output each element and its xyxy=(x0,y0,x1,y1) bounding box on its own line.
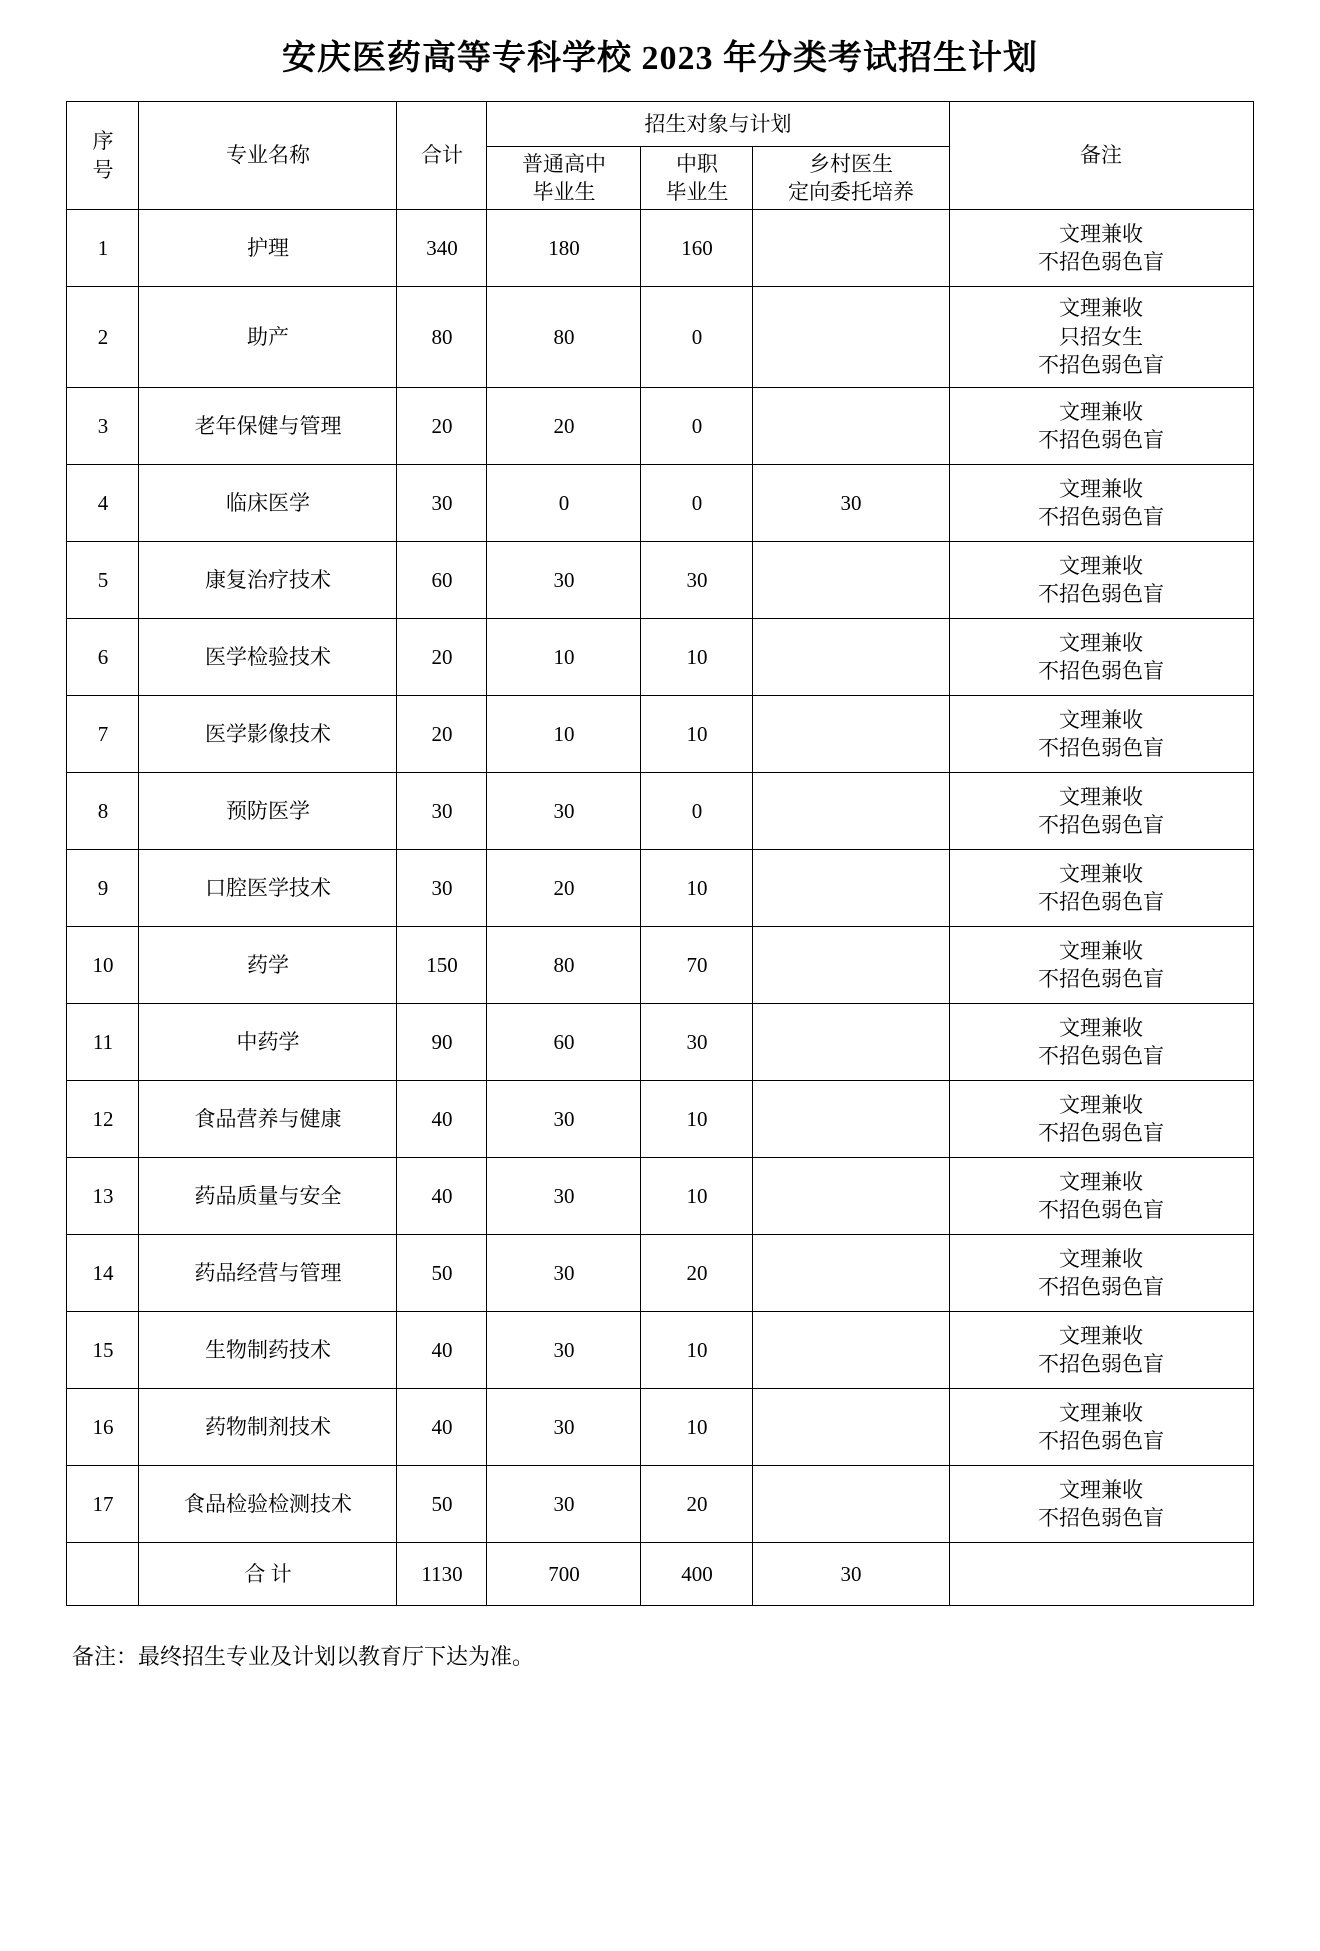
cell-total: 40 xyxy=(397,1158,487,1235)
cell-total: 80 xyxy=(397,287,487,388)
cell-index: 3 xyxy=(67,388,139,465)
cell-vocational: 30 xyxy=(641,1004,753,1081)
cell-major-name: 药学 xyxy=(139,927,397,1004)
cell-index: 8 xyxy=(67,773,139,850)
cell-general-hs: 30 xyxy=(487,1081,641,1158)
cell-major-name: 医学影像技术 xyxy=(139,696,397,773)
cell-vocational: 160 xyxy=(641,210,753,287)
remark-line: 文理兼收 xyxy=(1059,1400,1143,1425)
cell-major-name: 老年保健与管理 xyxy=(139,388,397,465)
cell-rural-doctor xyxy=(753,927,949,1004)
cell-general-hs: 30 xyxy=(487,1312,641,1389)
cell-index: 5 xyxy=(67,542,139,619)
cell-remark xyxy=(949,1081,1253,1158)
table-row xyxy=(67,465,1253,542)
remark-line: 不招色弱色盲 xyxy=(1038,582,1164,606)
column-header-index-line1: 序 xyxy=(92,129,114,154)
cell-general-hs: 20 xyxy=(487,388,641,465)
cell-vocational: 10 xyxy=(641,1312,753,1389)
cell-total: 90 xyxy=(397,1004,487,1081)
remark-line: 不招色弱色盲 xyxy=(1038,736,1164,760)
column-header-index xyxy=(67,102,139,210)
remark-line: 文理兼收 xyxy=(1059,707,1143,732)
cell-rural-doctor xyxy=(753,773,949,850)
table-row xyxy=(67,388,1253,465)
cell-major-name: 药物制剂技术 xyxy=(139,1389,397,1466)
remark-line: 文理兼收 xyxy=(1059,1477,1143,1502)
table-row xyxy=(67,850,1253,927)
admission-plan-table xyxy=(66,101,1253,1606)
remark-line: 不招色弱色盲 xyxy=(1038,1352,1164,1376)
table-footer xyxy=(67,1543,1253,1606)
table-total-row xyxy=(67,1543,1253,1606)
column-header-total: 合计 xyxy=(397,102,487,210)
remark-line: 文理兼收 xyxy=(1059,784,1143,809)
cell-rural-doctor xyxy=(753,388,949,465)
remark-line: 不招色弱色盲 xyxy=(1038,353,1164,378)
cell-general-hs: 80 xyxy=(487,927,641,1004)
remark-line: 不招色弱色盲 xyxy=(1038,1198,1164,1222)
cell-remark xyxy=(949,388,1253,465)
cell-index: 9 xyxy=(67,850,139,927)
footnote: 备注：最终招生专业及计划以教育厅下达为准。 xyxy=(72,1644,535,1669)
cell-general-hs: 30 xyxy=(487,773,641,850)
table-row xyxy=(67,1235,1253,1312)
cell-vocational: 20 xyxy=(641,1235,753,1312)
column-header-rural-doctor xyxy=(753,147,949,210)
cell-remark xyxy=(949,1158,1253,1235)
cell-rural-doctor xyxy=(753,1081,949,1158)
cell-index: 1 xyxy=(67,210,139,287)
cell-major-name: 药品经营与管理 xyxy=(139,1235,397,1312)
total-row-label: 合 计 xyxy=(139,1543,397,1606)
cell-vocational: 10 xyxy=(641,850,753,927)
cell-rural-doctor xyxy=(753,1312,949,1389)
table-body xyxy=(67,210,1253,1543)
table-row xyxy=(67,1466,1253,1543)
table-row xyxy=(67,287,1253,388)
cell-total: 50 xyxy=(397,1235,487,1312)
remark-line: 文理兼收 xyxy=(1059,296,1143,321)
remark-line: 文理兼收 xyxy=(1059,1323,1143,1348)
cell-general-hs: 30 xyxy=(487,1158,641,1235)
column-header-group: 招生对象与计划 xyxy=(487,102,949,147)
cell-index: 4 xyxy=(67,465,139,542)
remark-line: 不招色弱色盲 xyxy=(1038,659,1164,683)
cell-remark xyxy=(949,1004,1253,1081)
cell-rural-doctor: 30 xyxy=(753,465,949,542)
remark-line: 不招色弱色盲 xyxy=(1038,813,1164,837)
cell-total: 30 xyxy=(397,850,487,927)
cell-major-name: 预防医学 xyxy=(139,773,397,850)
column-header-general-hs-line1: 普通高中 xyxy=(521,151,606,176)
cell-general-hs: 60 xyxy=(487,1004,641,1081)
table-row xyxy=(67,1312,1253,1389)
cell-index: 7 xyxy=(67,696,139,773)
cell-total: 30 xyxy=(397,773,487,850)
cell-remark xyxy=(949,619,1253,696)
cell-major-name: 食品营养与健康 xyxy=(139,1081,397,1158)
cell-index: 2 xyxy=(67,287,139,388)
cell-index: 6 xyxy=(67,619,139,696)
table-row xyxy=(67,1158,1253,1235)
cell-vocational: 0 xyxy=(641,388,753,465)
cell-vocational: 0 xyxy=(641,465,753,542)
cell-major-name: 中药学 xyxy=(139,1004,397,1081)
cell-rural-doctor xyxy=(753,696,949,773)
column-header-rural-doctor-line2: 定向委托培养 xyxy=(787,180,914,204)
cell-major-name: 口腔医学技术 xyxy=(139,850,397,927)
cell-general-hs: 30 xyxy=(487,542,641,619)
cell-remark xyxy=(949,850,1253,927)
table-row xyxy=(67,542,1253,619)
cell-general-hs: 30 xyxy=(487,1466,641,1543)
remark-line: 文理兼收 xyxy=(1059,1169,1143,1194)
remark-line: 文理兼收 xyxy=(1059,221,1143,246)
remark-line: 不招色弱色盲 xyxy=(1038,1121,1164,1145)
cell-vocational: 0 xyxy=(641,287,753,388)
table-row xyxy=(67,1004,1253,1081)
cell-total: 20 xyxy=(397,388,487,465)
cell-rural-doctor xyxy=(753,1158,949,1235)
column-header-rural-doctor-line1: 乡村医生 xyxy=(808,151,893,176)
cell-index: 10 xyxy=(67,927,139,1004)
table-row xyxy=(67,773,1253,850)
cell-remark xyxy=(949,696,1253,773)
cell-remark xyxy=(949,542,1253,619)
cell-index: 15 xyxy=(67,1312,139,1389)
cell-total: 60 xyxy=(397,542,487,619)
cell-general-hs: 30 xyxy=(487,1389,641,1466)
cell-general-hs: 20 xyxy=(487,850,641,927)
cell-general-hs: 10 xyxy=(487,619,641,696)
total-row-rural: 30 xyxy=(753,1543,949,1606)
cell-total: 20 xyxy=(397,696,487,773)
cell-general-hs: 0 xyxy=(487,465,641,542)
remark-line: 文理兼收 xyxy=(1059,938,1143,963)
cell-vocational: 10 xyxy=(641,1158,753,1235)
table-row xyxy=(67,696,1253,773)
cell-rural-doctor xyxy=(753,1389,949,1466)
page-title: 安庆医药高等专科学校 2023 年分类考试招生计划 xyxy=(282,40,1038,77)
cell-major-name: 助产 xyxy=(139,287,397,388)
cell-total: 30 xyxy=(397,465,487,542)
cell-total: 50 xyxy=(397,1466,487,1543)
column-header-remark: 备注 xyxy=(949,102,1253,210)
remark-line: 文理兼收 xyxy=(1059,1246,1143,1271)
table-row xyxy=(67,619,1253,696)
cell-major-name: 临床医学 xyxy=(139,465,397,542)
cell-rural-doctor xyxy=(753,1004,949,1081)
column-header-major: 专业名称 xyxy=(139,102,397,210)
cell-remark xyxy=(949,287,1253,388)
cell-remark xyxy=(949,773,1253,850)
remark-line: 不招色弱色盲 xyxy=(1038,250,1164,274)
total-row-total: 1130 xyxy=(397,1543,487,1606)
cell-general-hs: 180 xyxy=(487,210,641,287)
cell-total: 40 xyxy=(397,1389,487,1466)
total-row-remark xyxy=(949,1543,1253,1606)
cell-vocational: 30 xyxy=(641,542,753,619)
table-row xyxy=(67,927,1253,1004)
remark-line: 不招色弱色盲 xyxy=(1038,1506,1164,1530)
table-row xyxy=(67,1389,1253,1466)
cell-remark xyxy=(949,465,1253,542)
total-row-vocational: 400 xyxy=(641,1543,753,1606)
cell-vocational: 10 xyxy=(641,1081,753,1158)
cell-rural-doctor xyxy=(753,1466,949,1543)
cell-index: 11 xyxy=(67,1004,139,1081)
remark-line: 文理兼收 xyxy=(1059,553,1143,578)
total-row-general: 700 xyxy=(487,1543,641,1606)
remark-line: 不招色弱色盲 xyxy=(1038,505,1164,529)
cell-total: 40 xyxy=(397,1312,487,1389)
cell-rural-doctor xyxy=(753,542,949,619)
column-header-index-line2: 号 xyxy=(92,157,114,182)
cell-major-name: 护理 xyxy=(139,210,397,287)
cell-general-hs: 10 xyxy=(487,696,641,773)
cell-major-name: 药品质量与安全 xyxy=(139,1158,397,1235)
cell-major-name: 生物制药技术 xyxy=(139,1312,397,1389)
cell-remark xyxy=(949,1466,1253,1543)
table-row xyxy=(67,210,1253,287)
cell-index: 16 xyxy=(67,1389,139,1466)
cell-total: 340 xyxy=(397,210,487,287)
cell-vocational: 0 xyxy=(641,773,753,850)
remark-line: 不招色弱色盲 xyxy=(1038,890,1164,914)
remark-line: 文理兼收 xyxy=(1059,1015,1143,1040)
remark-line: 不招色弱色盲 xyxy=(1038,1044,1164,1068)
remark-line: 不招色弱色盲 xyxy=(1038,967,1164,991)
cell-total: 150 xyxy=(397,927,487,1004)
cell-index: 12 xyxy=(67,1081,139,1158)
cell-general-hs: 80 xyxy=(487,287,641,388)
remark-line: 不招色弱色盲 xyxy=(1038,1275,1164,1299)
cell-index: 13 xyxy=(67,1158,139,1235)
cell-major-name: 食品检验检测技术 xyxy=(139,1466,397,1543)
remark-line: 文理兼收 xyxy=(1059,476,1143,501)
cell-vocational: 10 xyxy=(641,619,753,696)
column-header-general-hs xyxy=(487,147,641,210)
remark-line: 不招色弱色盲 xyxy=(1038,428,1164,452)
column-header-vocational xyxy=(641,147,753,210)
cell-vocational: 20 xyxy=(641,1466,753,1543)
remark-line: 文理兼收 xyxy=(1059,1092,1143,1117)
cell-total: 20 xyxy=(397,619,487,696)
table-row xyxy=(67,1081,1253,1158)
cell-remark xyxy=(949,1389,1253,1466)
remark-line: 文理兼收 xyxy=(1059,861,1143,886)
column-header-vocational-line1: 中职 xyxy=(675,151,718,176)
cell-major-name: 康复治疗技术 xyxy=(139,542,397,619)
cell-rural-doctor xyxy=(753,1235,949,1312)
cell-index: 17 xyxy=(67,1466,139,1543)
table-header xyxy=(67,102,1253,210)
cell-remark xyxy=(949,1312,1253,1389)
cell-remark xyxy=(949,1235,1253,1312)
remark-line: 不招色弱色盲 xyxy=(1038,1429,1164,1453)
cell-index: 14 xyxy=(67,1235,139,1312)
cell-rural-doctor xyxy=(753,619,949,696)
remark-line: 文理兼收 xyxy=(1059,399,1143,424)
total-row-index-cell xyxy=(67,1543,139,1606)
column-header-general-hs-line2: 毕业生 xyxy=(532,180,596,204)
cell-remark xyxy=(949,210,1253,287)
remark-line: 只招女生 xyxy=(1059,324,1143,349)
cell-rural-doctor xyxy=(753,287,949,388)
cell-remark xyxy=(949,927,1253,1004)
cell-vocational: 70 xyxy=(641,927,753,1004)
cell-rural-doctor xyxy=(753,850,949,927)
cell-total: 40 xyxy=(397,1081,487,1158)
cell-vocational: 10 xyxy=(641,1389,753,1466)
remark-line: 文理兼收 xyxy=(1059,630,1143,655)
cell-rural-doctor xyxy=(753,210,949,287)
cell-vocational: 10 xyxy=(641,696,753,773)
column-header-vocational-line2: 毕业生 xyxy=(665,180,729,204)
cell-major-name: 医学检验技术 xyxy=(139,619,397,696)
cell-general-hs: 30 xyxy=(487,1235,641,1312)
